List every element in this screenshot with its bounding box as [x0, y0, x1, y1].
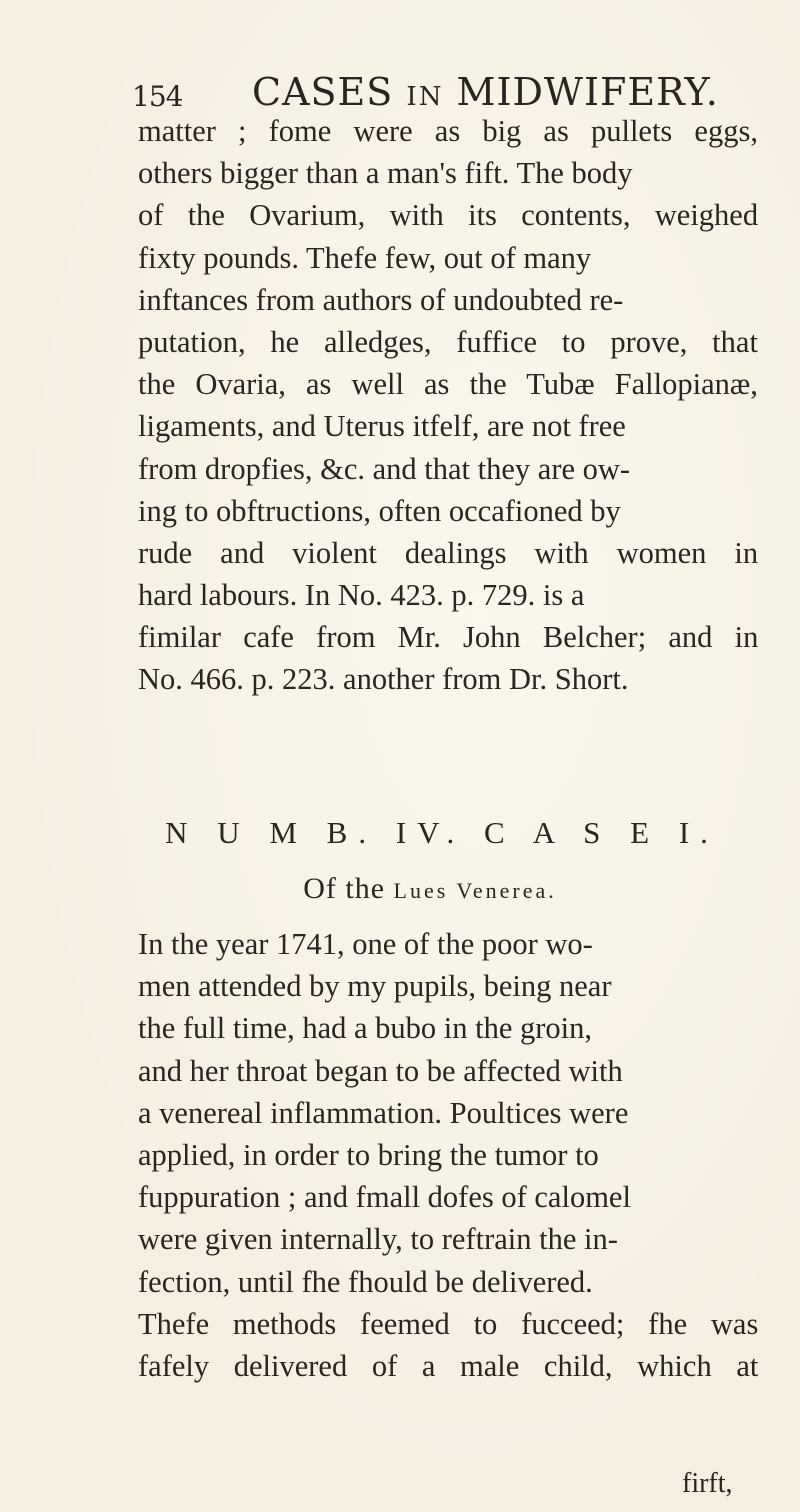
text-line — [138, 152, 758, 194]
line-text: fixty pounds. Thefe few, out of many — [138, 240, 592, 275]
running-title — [252, 70, 719, 114]
line-text: a venereal inflammation. Poultices were — [138, 1095, 629, 1130]
section-number-heading: N U M B. IV. C A S E I. — [165, 815, 719, 850]
text-line — [138, 110, 758, 152]
line-text: ing to obftructions, often occafioned by — [138, 493, 621, 528]
text-line — [138, 616, 758, 658]
catchword: firft, — [682, 1468, 733, 1499]
text-line — [138, 194, 758, 236]
text-line — [138, 1345, 758, 1387]
page-number: 154 — [132, 80, 183, 113]
line-text: men attended by my pupils, being near — [138, 969, 612, 1004]
text-line — [138, 448, 758, 490]
text-line — [138, 363, 758, 405]
line-text: the Ovaria, as well as the Tubæ Fallopianæ, — [138, 367, 758, 402]
line-text: the full time, had a bubo in the groin, — [138, 1011, 593, 1046]
text-line — [138, 1134, 758, 1176]
line-text: Thefe methods feemed to fucceed; fhe was — [138, 1306, 759, 1341]
section-title-main: Lues Venerea. — [393, 878, 557, 903]
line-text: inftances from authors of undoubted re- — [138, 282, 624, 317]
title-word-cases: CASES — [252, 70, 394, 114]
line-text: hard labours. In No. 423. p. 729. is a — [138, 578, 585, 613]
line-text: applied, in order to bring the tumor to — [138, 1137, 599, 1172]
text-line — [138, 405, 758, 447]
text-line — [138, 532, 758, 574]
line-text: In the year 1741, one of the poor wo- — [138, 927, 593, 961]
text-line — [138, 965, 758, 1007]
line-text: and her throat began to be affected with — [138, 1053, 623, 1088]
paragraph-1 — [138, 110, 758, 701]
text-line — [138, 1261, 758, 1303]
text-line — [138, 923, 758, 965]
title-word-in: IN — [406, 82, 444, 112]
line-text: fuppuration ; and fmall dofes of calomel — [138, 1180, 631, 1215]
line-text: fafely delivered of a male child, which at — [138, 1348, 759, 1383]
section-title-prefix: Of the — [303, 872, 386, 905]
line-text: rude and violent dealings with women in — [138, 535, 759, 570]
line-text: matter ; fome were as big as pullets eggs, — [138, 114, 758, 148]
text-line — [138, 490, 758, 532]
text-line — [138, 574, 758, 616]
text-line — [138, 1007, 758, 1049]
line-text: were given internally, to reftrain the in- — [138, 1222, 618, 1257]
text-line — [138, 1303, 758, 1345]
text-line — [138, 1176, 758, 1218]
text-line — [138, 279, 758, 321]
text-line — [138, 1050, 758, 1092]
section-title — [0, 872, 800, 906]
text-line — [138, 658, 758, 700]
line-text: fection, until fhe fhould be delivered. — [138, 1264, 593, 1299]
line-text: of the Ovarium, with its contents, weighed — [138, 198, 759, 233]
text-line — [138, 237, 758, 279]
line-text: fimilar cafe from Mr. John Belcher; and in — [138, 620, 759, 655]
line-text: from dropfies, &c. and that they are ow- — [138, 451, 631, 486]
title-word-midwifery: MIDWIFERY. — [456, 70, 719, 114]
paragraph-2 — [138, 923, 758, 1387]
line-text: others bigger than a man's fift. The body — [138, 156, 633, 191]
line-text: putation, he alledges, fuffice to prove, that — [138, 324, 758, 359]
line-text: No. 466. p. 223. another from Dr. Short. — [138, 662, 629, 697]
text-line — [138, 1092, 758, 1134]
text-line — [138, 321, 758, 363]
text-line — [138, 1218, 758, 1260]
line-text: ligaments, and Uterus itfelf, are not free — [138, 409, 626, 444]
